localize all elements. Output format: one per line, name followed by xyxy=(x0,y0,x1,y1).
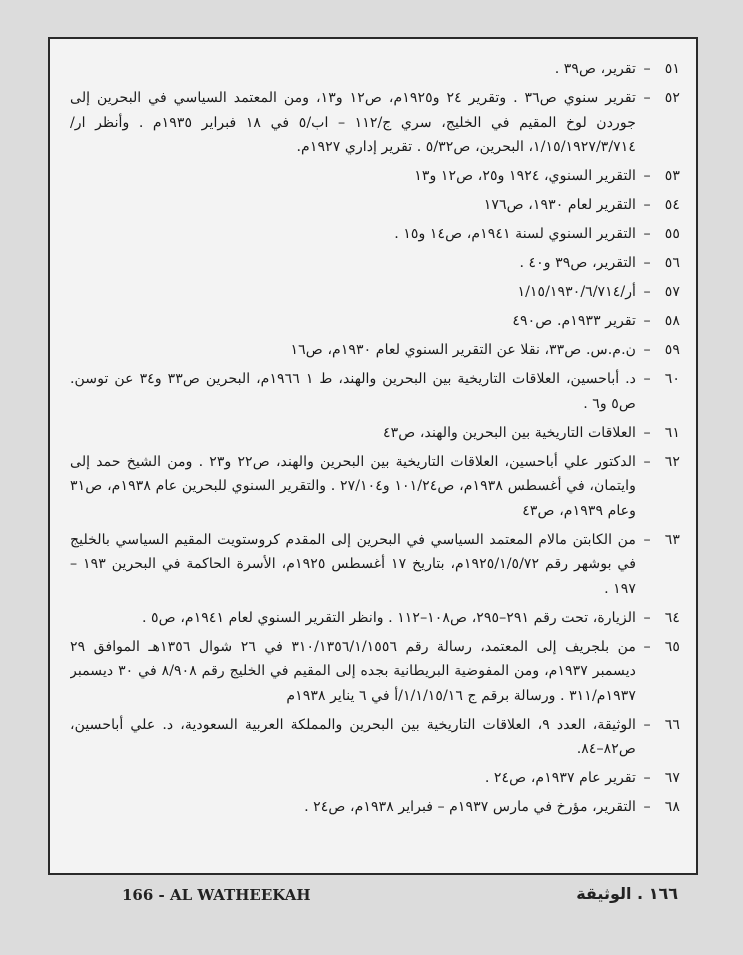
footnote-text: تقرير سنوي ص٣٦ . وتقرير ٢٤ و١٩٢٥م، ص١٢ و١٣، ومن المعتمد السياسي في البحرين إلى جوردن لوخ المقيم في الخليج، سري ج/١١٢ – اب/٥ في ١٨ فبراير ١٩٣٥م . وأنظر ار/١/١٥/١٩٢٧/٣/٧١٤، البحرين، ص٥/٣٢ . تقرير إداري ١٩٢٧م. xyxy=(70,90,636,155)
footnote-12 xyxy=(70,528,680,602)
footnote-17 xyxy=(70,795,680,820)
footnote-dash: – xyxy=(643,799,651,815)
page-footer xyxy=(48,886,698,910)
footnote-number: ٦١ xyxy=(664,424,680,441)
footer-arabic-title: ١٦٦ . الوثيقة xyxy=(576,884,678,903)
footer-english-title: 166 - AL WATHEEKAH xyxy=(122,886,311,904)
footnote-dash: – xyxy=(643,453,651,470)
footnote-14 xyxy=(70,635,680,709)
footnote-number: ٥١ xyxy=(664,61,680,77)
footnote-text: الوثيقة، العدد ٩، العلاقات التاريخية بين البحرين والمملكة العربية السعودية، د. علي أباحسين، ص٨٢–٨٤. xyxy=(70,716,636,757)
footnote-11 xyxy=(70,450,680,524)
footnote-6 xyxy=(70,280,680,305)
footnote-10 xyxy=(70,421,680,446)
footnotes-list xyxy=(70,57,680,863)
footnote-number: ٦٥ xyxy=(664,638,680,655)
footnote-number: ٦٢ xyxy=(664,453,680,470)
footnote-4 xyxy=(70,222,680,247)
footnote-number: ٥٨ xyxy=(664,313,680,329)
footnote-text: د. أباحسين، العلاقات التاريخية بين البحرين والهند، ط ١ ١٩٦٦م، البحرين ص٣٣ و٣٤ عن توسن. ص٥ و٦ . xyxy=(70,371,636,412)
footnote-text: التقرير السنوي، ١٩٢٤ و٢٥، ص١٢ و١٣ xyxy=(414,168,636,184)
page-frame xyxy=(48,37,698,875)
footnote-5 xyxy=(70,251,680,276)
footnote-number: ٦٣ xyxy=(664,531,680,548)
footnote-0 xyxy=(70,57,680,82)
footnote-text: التقرير لعام ١٩٣٠، ص١٧٦ xyxy=(483,197,636,213)
footnote-15 xyxy=(70,713,680,762)
footnote-dash: – xyxy=(643,342,651,358)
footnote-number: ٥٣ xyxy=(664,168,680,184)
footnote-text: تقرير عام ١٩٣٧م، ص٢٤ . xyxy=(484,770,636,786)
footnote-dash: – xyxy=(643,638,651,655)
footnote-text: أر/١/١٥/١٩٣٠/٦/٧١٤ xyxy=(517,284,636,300)
footnote-dash: – xyxy=(643,313,651,329)
footnote-9 xyxy=(70,367,680,416)
footnote-number: ٥٧ xyxy=(664,284,680,300)
footnote-text: تقرير، ص٣٩ . xyxy=(554,61,636,77)
footnote-number: ٦٦ xyxy=(664,716,680,733)
footnote-number: ٦٨ xyxy=(664,799,680,815)
footnote-13 xyxy=(70,606,680,631)
footnote-text: العلاقات التاريخية بين البحرين والهند، ص٤٣ xyxy=(383,424,636,441)
footnote-text: الزيارة، تحت رقم ٢٩١–٢٩٥، ص١٠٨–١١٢ . وانظر التقرير السنوي لعام ١٩٤١م، ص٥ . xyxy=(142,609,636,626)
footnote-7 xyxy=(70,309,680,334)
footnote-number: ٦٠ xyxy=(664,371,680,387)
footnote-dash: – xyxy=(643,609,651,626)
footnote-dash: – xyxy=(643,371,651,387)
footnote-dash: – xyxy=(643,424,651,441)
footnote-text: التقرير، ص٣٩ و٤٠ . xyxy=(519,255,636,271)
footnote-text: التقرير، مؤرخ في مارس ١٩٣٧م – فبراير ١٩٣٨م، ص٢٤ . xyxy=(304,799,636,815)
footnote-8 xyxy=(70,338,680,363)
footnote-dash: – xyxy=(643,770,651,786)
footnote-number: ٥٩ xyxy=(664,342,680,358)
footnote-text: من الكابتن مالام المعتمد السياسي في البحرين إلى المقدم كروستويت المقيم السياسي بالخليج في بوشهر رقم ١٩٢٥/١/٥/٧٢م، بتاريخ ١٧ أغسطس ١٩٢٥م، الأسرة الحاكمة في البحرين ١٩٣ – ١٩٧ . xyxy=(70,531,636,597)
footnote-text: تقرير ١٩٣٣م. ص٤٩٠ xyxy=(512,313,636,329)
footnote-number: ٦٧ xyxy=(664,770,680,786)
footnote-16 xyxy=(70,766,680,791)
footnote-dash: – xyxy=(643,90,651,106)
footnote-dash: – xyxy=(643,716,651,733)
footnote-text: الدكتور علي أباحسين، العلاقات التاريخية بين البحرين والهند، ص٢٢ و٢٣ . ومن الشيخ حمد إلى وايتمان، في أغسطس ١٩٣٨م، ص١٠١/٢٤ و٢٧/١٠٤ . والتقرير السنوي للبحرين عام ١٩٣٨م، ص٣١ وعام ١٩٣٩م، ص٤٣ xyxy=(70,453,636,519)
footnote-dash: – xyxy=(643,197,651,213)
footnote-number: ٥٦ xyxy=(664,255,680,271)
footnote-number: ٥٥ xyxy=(664,226,680,242)
footnote-dash: – xyxy=(643,168,651,184)
footnote-dash: – xyxy=(643,226,651,242)
footnote-2 xyxy=(70,164,680,189)
footnote-1 xyxy=(70,86,680,160)
footnote-text: التقرير السنوي لسنة ١٩٤١م، ص١٤ و١٥ . xyxy=(394,226,636,242)
footnote-number: ٥٤ xyxy=(664,197,680,213)
footnote-number: ٦٤ xyxy=(664,609,680,626)
footnote-dash: – xyxy=(643,255,651,271)
footnote-number: ٥٢ xyxy=(664,90,680,106)
footnote-text: من بلجريف إلى المعتمد، رسالة رقم ٣١٠/١٣٥٦/١/١٥٥٦ في ٢٦ شوال ١٣٥٦هـ الموافق ٢٩ ديسمبر ١٩٣٧م، ومن المفوضية البريطانية بجده إلى المقيم في الخليج رقم ٨/٩٠٨ في ٣٠ ديسمبر ١٩٣٧م/٣١١ . ورسالة برقم ج ١/١/١٥/١٦/أ في ٦ يناير ١٩٣٨م xyxy=(70,638,636,704)
footnote-dash: – xyxy=(643,61,651,77)
footnote-dash: – xyxy=(643,284,651,300)
footnote-3 xyxy=(70,193,680,218)
footnote-text: ن.م.س. ص٣٣، نقلا عن التقرير السنوي لعام ١٩٣٠م، ص١٦ xyxy=(290,342,636,358)
footnote-dash: – xyxy=(643,531,651,548)
